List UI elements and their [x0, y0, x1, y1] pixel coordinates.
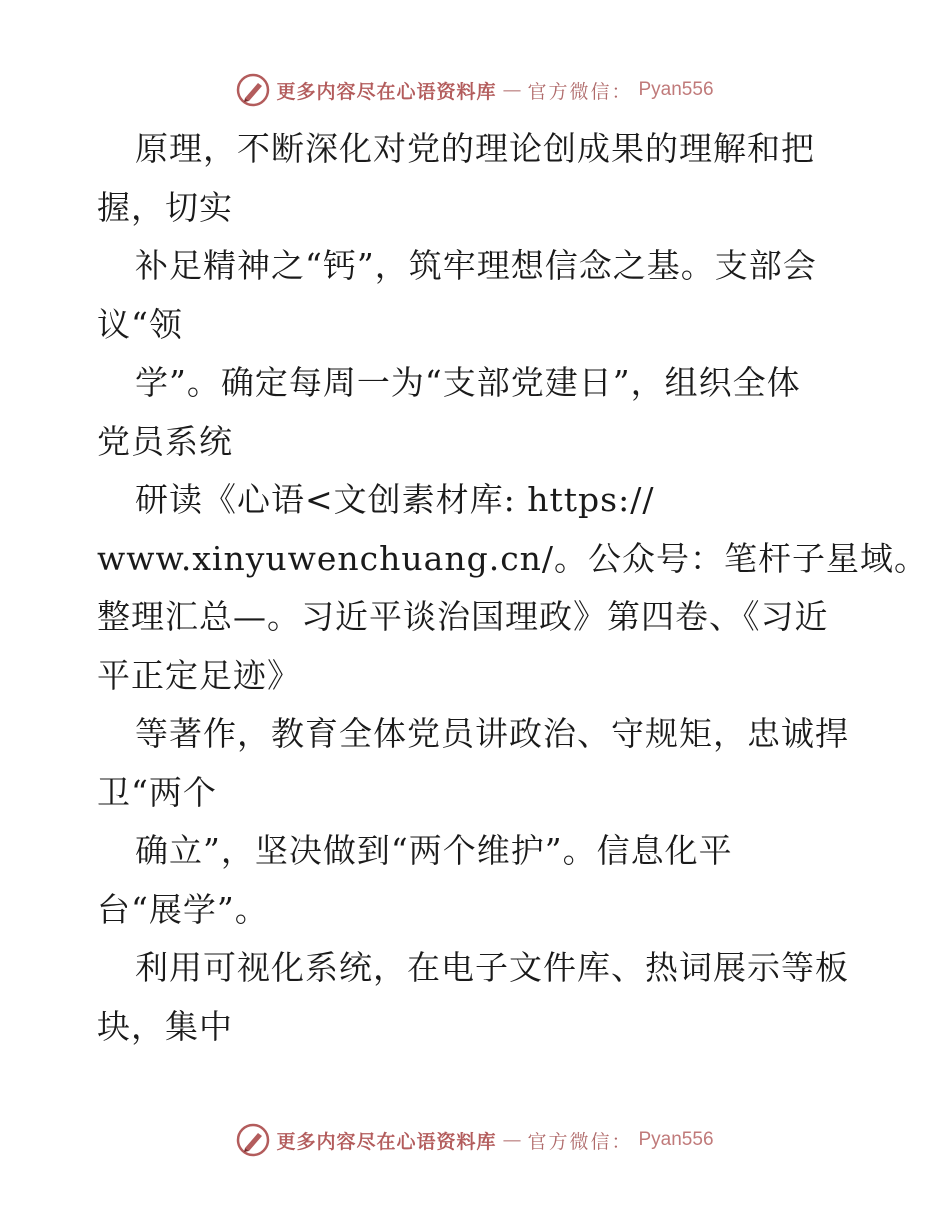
- footer-banner: [0, 1120, 950, 1160]
- text-line: www.xinyuwenchuang.cn/。公众号：笔杆子星域。: [97, 538, 929, 578]
- footer-wechat-label: 官方微信：: [527, 1130, 633, 1153]
- header-wechat-id: Pyan556: [638, 79, 714, 100]
- text-line: 块，集中: [97, 1006, 233, 1046]
- footer-dash: —: [502, 1129, 522, 1151]
- text-line: 平正定足迹》: [97, 655, 301, 695]
- text-line: 学”。确定每周一为“支部党建日”，组织全体: [135, 363, 801, 402]
- text-line: 补足精神之“钙”，筑牢理想信念之基。支部会: [135, 246, 817, 285]
- pen-logo-icon: [236, 1123, 270, 1157]
- text-line: 握，切实: [97, 187, 233, 227]
- text-line: 卫“两个: [97, 772, 217, 812]
- text-line: 整理汇总—。习近平谈治国理政》第四卷、《习近: [97, 597, 829, 636]
- header-banner: [0, 70, 950, 110]
- header-wechat-label: 官方微信：: [527, 80, 633, 103]
- text-line: 确立”，坚决做到“两个维护”。信息化平: [135, 831, 733, 870]
- footer-wechat-id: Pyan556: [638, 1129, 714, 1150]
- header-brand-text: 更多内容尽在心语资料库: [276, 80, 497, 103]
- header-dash: —: [502, 79, 522, 101]
- document-body: [97, 120, 929, 1056]
- text-line: 研读《心语<文创素材库: https://: [135, 480, 655, 519]
- pen-logo-icon: [236, 73, 270, 107]
- text-line: 议“领: [97, 304, 183, 344]
- text-line: 台“展学”。: [97, 889, 269, 929]
- text-line: 原理，不断深化对党的理论创成果的理解和把: [135, 129, 815, 168]
- text-line: 利用可视化系统，在电子文件库、热词展示等板: [135, 948, 849, 987]
- footer-brand-text: 更多内容尽在心语资料库: [276, 1130, 497, 1153]
- text-line: 党员系统: [97, 421, 233, 461]
- text-line: 等著作，教育全体党员讲政治、守规矩，忠诚捍: [135, 714, 849, 753]
